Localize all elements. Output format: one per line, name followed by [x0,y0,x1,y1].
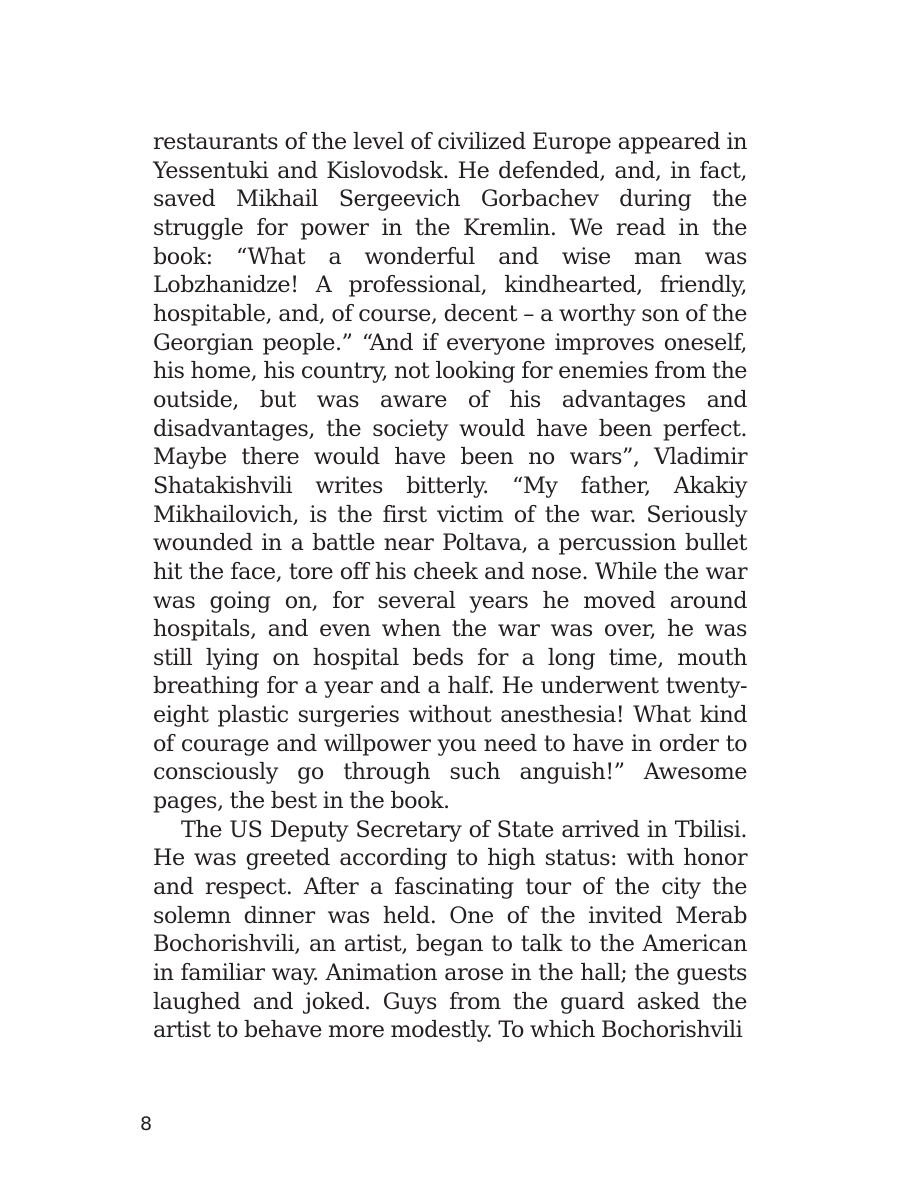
paragraph-continuation: restaurants of the level of civilized Europe appeared in Yessentuki and Kislovodsk. He defended, and, in fact, saved Mikhail Sergeevich Gorbachev during the struggle for power in the Kremlin. We read in the book: “What a wonderful and wise man was Lobzhanidze! A professional, kindhearted, friendly, hospitable, and, of course, decent – a worthy son of the Georgian people.” “And if everyone improves oneself, his home, his country, not looking for enemies from the outside, but was aware of his advantages and disadvantages, the society would have been perfect. Maybe there would have been no wars”, Vladimir Shatakishvili writes bitterly. “My father, Akakiy Mikhailovich, is the first victim of the war. Seriously wounded in a battle near Poltava, a percussion bullet hit the face, tore off his cheek and nose. While the war was going on, for several years he moved around hospitals, and even when the war was over, he was still lying on hospital beds for a long time, mouth breathing for a year and a half. He underwent twenty-eight plastic surgeries without anesthesia! What kind of courage and willpower you need to have in order to consciously go through such anguish!” Awesome pages, the best in the book. [153,129,747,815]
body-text [153,128,747,1045]
page-number: 8 [140,1113,153,1135]
paragraph-deputy-secretary: The US Deputy Secretary of State arrived in Tbilisi. He was greeted according to high status: with honor and respect. After a fascinating tour of the city the solemn dinner was held. One of the invited Merab Bochorishvili, an artist, began to talk to the American in familiar way. Animation arose in the hall; the guests laughed and joked. Guys from the guard asked the artist to behave more modestly. To which Bochorishvili [153,816,747,1044]
